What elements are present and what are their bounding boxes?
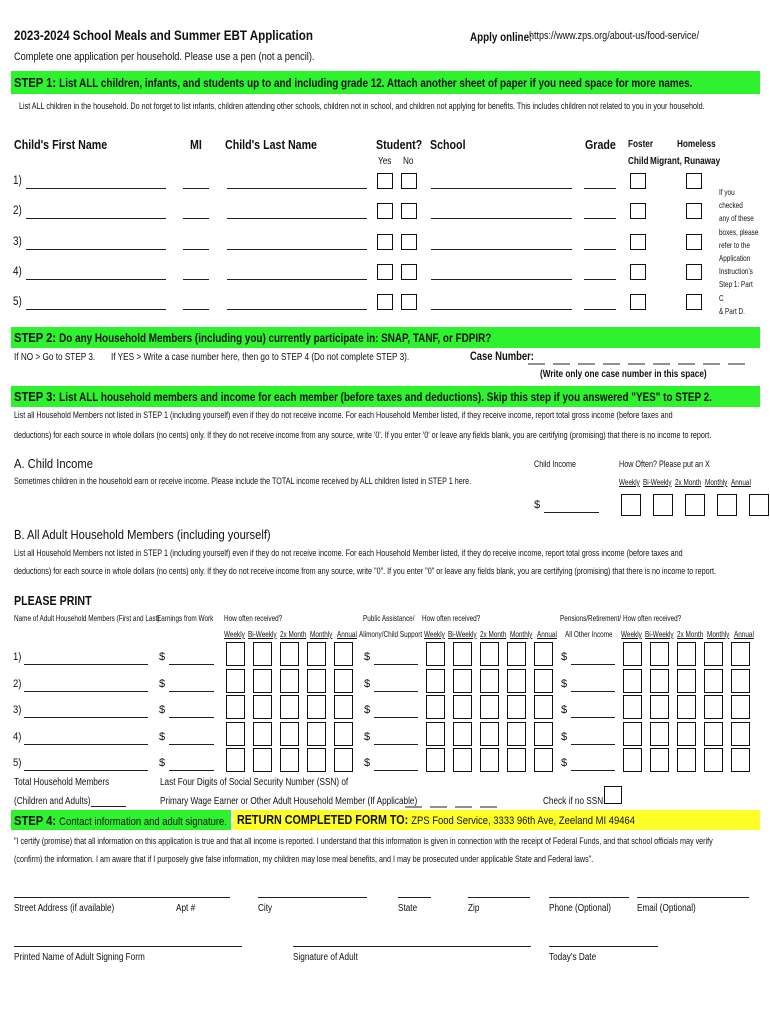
- adult-freq-header: Monthly: [310, 630, 333, 639]
- child-row-number: 2): [13, 205, 22, 217]
- adult-freq-checkbox[interactable]: [731, 669, 750, 693]
- adult-instruction-1: List all Household Members not listed in STEP 1 (including yourself) even if they do not receive income. For each Household Member listed, if they do receive income, report total gross income (before taxes and: [14, 548, 683, 558]
- col-public-assistance-2: Alimony/Child Support: [359, 630, 423, 639]
- adult-freq-header: Weekly: [224, 630, 245, 639]
- adult-freq-header: Annual: [734, 630, 754, 639]
- adult-freq-checkbox[interactable]: [650, 642, 669, 666]
- adult-freq-checkbox[interactable]: [677, 642, 696, 666]
- zip-label: Zip: [468, 903, 480, 914]
- grade-field[interactable]: [584, 218, 616, 219]
- grade-field[interactable]: [584, 188, 616, 189]
- adult-row-number: 4): [13, 731, 22, 743]
- adult-freq-checkbox[interactable]: [480, 669, 499, 693]
- child-first-name-field[interactable]: [26, 249, 166, 250]
- signature-label: Signature of Adult: [293, 952, 358, 963]
- adult-freq-checkbox[interactable]: [253, 642, 272, 666]
- adult-dollar-sign: $: [561, 731, 568, 743]
- homeless-migrant-runaway-checkbox[interactable]: [686, 203, 702, 219]
- adult-dollar-sign: $: [159, 678, 166, 690]
- adult-freq-header: Monthly: [510, 630, 533, 639]
- child-row-number: 4): [13, 266, 22, 278]
- school-field[interactable]: [431, 309, 572, 310]
- col-child-last-name: Child's Last Name: [225, 137, 317, 152]
- step1-instruction: List ALL children in the household. Do not forget to list infants, children attending other schools, children not in school, and children not applying for benefits. This includes children not related to you in your household.: [19, 101, 705, 111]
- adult-freq-checkbox[interactable]: [704, 695, 723, 719]
- please-print: PLEASE PRINT: [14, 593, 92, 608]
- total-members-label-1: Total Household Members: [14, 777, 110, 788]
- col-foster-1: Foster: [628, 139, 654, 150]
- student-no-checkbox[interactable]: [401, 234, 417, 250]
- adult-freq-checkbox[interactable]: [650, 669, 669, 693]
- child-row-number: 5): [13, 296, 22, 308]
- col-school: School: [430, 137, 466, 152]
- student-no-checkbox[interactable]: [401, 264, 417, 280]
- email-label: Email (Optional): [637, 903, 696, 914]
- adult-freq-checkbox[interactable]: [480, 642, 499, 666]
- step2-if-no: If NO > Go to STEP 3.: [14, 352, 96, 363]
- col-homeless-2: Migrant, Runaway: [650, 156, 721, 167]
- adult-amount-field[interactable]: [571, 717, 615, 718]
- adult-freq-checkbox[interactable]: [480, 695, 499, 719]
- adult-freq-checkbox[interactable]: [253, 695, 272, 719]
- adult-freq-checkbox[interactable]: [534, 695, 553, 719]
- adult-freq-checkbox[interactable]: [426, 642, 445, 666]
- adult-freq-header: Annual: [337, 630, 357, 639]
- adult-freq-checkbox[interactable]: [623, 695, 642, 719]
- col-earnings: Earnings from Work: [157, 614, 214, 623]
- adult-dollar-sign: $: [364, 731, 371, 743]
- adult-freq-checkbox[interactable]: [226, 695, 245, 719]
- ssn-label-1: Last Four Digits of Social Security Number (SSN) of: [160, 777, 349, 788]
- adult-name-field[interactable]: [24, 744, 148, 745]
- ssn-field[interactable]: [405, 796, 500, 808]
- foster-child-checkbox[interactable]: [630, 173, 646, 189]
- step1-label: STEP 1:: [14, 75, 57, 90]
- side-note-line: If you checked: [719, 188, 743, 211]
- adult-freq-checkbox[interactable]: [280, 722, 299, 746]
- adult-dollar-sign: $: [159, 704, 166, 716]
- case-number-note: (Write only one case number in this space): [540, 369, 707, 380]
- adult-freq-checkbox[interactable]: [226, 722, 245, 746]
- adult-row-number: 1): [13, 651, 22, 663]
- adult-freq-checkbox[interactable]: [623, 748, 642, 772]
- adult-amount-field[interactable]: [169, 744, 214, 745]
- grade-field[interactable]: [584, 279, 616, 280]
- adult-freq-checkbox[interactable]: [650, 722, 669, 746]
- adult-dollar-sign: $: [561, 704, 568, 716]
- adult-freq-checkbox[interactable]: [226, 669, 245, 693]
- intro-text: Complete one application per household. Please use a pen (not a pencil).: [14, 51, 315, 63]
- adult-freq-checkbox[interactable]: [507, 669, 526, 693]
- col-no: No: [403, 156, 414, 167]
- child-income-label: Child Income: [534, 459, 577, 469]
- foster-child-checkbox[interactable]: [630, 294, 646, 310]
- adult-freq-checkbox[interactable]: [280, 642, 299, 666]
- adult-members-title: B. All Adult Household Members (including yourself): [14, 527, 271, 542]
- adult-freq-checkbox[interactable]: [426, 748, 445, 772]
- step2-text: Do any Household Members (including you) currently participate in: SNAP, TANF, or FDPIR?: [59, 333, 492, 345]
- adult-name-field[interactable]: [24, 717, 148, 718]
- adult-dollar-sign: $: [561, 651, 568, 663]
- adult-freq-checkbox[interactable]: [334, 722, 353, 746]
- step1-text: List ALL children, infants, and students up to and including grade 12. Attach another sheet of paper if you need space for more names.: [59, 78, 693, 90]
- homeless-migrant-runaway-checkbox[interactable]: [686, 264, 702, 280]
- side-note-line: any of these: [719, 214, 754, 224]
- student-yes-checkbox[interactable]: [377, 294, 393, 310]
- side-note-line: boxes, please: [719, 227, 759, 237]
- adult-amount-field[interactable]: [374, 717, 418, 718]
- child-freq-checkbox[interactable]: [749, 494, 769, 516]
- side-note-line: Application: [719, 254, 751, 264]
- apt-label: Apt #: [176, 903, 196, 914]
- col-how-often-2: How often received?: [422, 614, 481, 623]
- ssn-label-2: Primary Wage Earner or Other Adult Household Member (If Applicable): [160, 796, 418, 807]
- student-no-checkbox[interactable]: [401, 173, 417, 189]
- adult-row-number: 5): [13, 757, 22, 769]
- adult-freq-checkbox[interactable]: [704, 669, 723, 693]
- adult-row-number: 2): [13, 678, 22, 690]
- ssn-blanks: [405, 797, 500, 809]
- certify-text-1: "I certify (promise) that all information on this application is true and that all income is reported. I understand that this information is given in connection with the receipt of Federal Funds, and that school officials may verify: [14, 836, 713, 846]
- adult-freq-checkbox[interactable]: [307, 722, 326, 746]
- school-field[interactable]: [431, 218, 572, 219]
- col-public-assistance-1: Public Assistance/: [363, 614, 415, 623]
- child-last-name-field[interactable]: [227, 188, 367, 189]
- adult-freq-checkbox[interactable]: [507, 695, 526, 719]
- adult-freq-checkbox[interactable]: [623, 642, 642, 666]
- foster-child-checkbox[interactable]: [630, 203, 646, 219]
- step2-if-yes: If YES > Write a case number here, then go to STEP 4 (Do not complete STEP 3).: [111, 352, 410, 363]
- no-ssn-checkbox[interactable]: [604, 786, 622, 804]
- child-mi-field[interactable]: [183, 188, 209, 189]
- adult-freq-checkbox[interactable]: [677, 669, 696, 693]
- adult-dollar-sign: $: [159, 651, 166, 663]
- adult-freq-checkbox[interactable]: [704, 748, 723, 772]
- adult-freq-checkbox[interactable]: [534, 748, 553, 772]
- form-title: 2023-2024 School Meals and Summer EBT Application: [14, 28, 313, 43]
- adult-freq-checkbox[interactable]: [453, 748, 472, 772]
- adult-name-field[interactable]: [24, 770, 148, 771]
- adult-dollar-sign: $: [561, 678, 568, 690]
- adult-instruction-2: deductions) for each source in whole dollars (no cents) only. If they do not receive income from any source, write "0". If you enter "0" or leave any fields blank, you are certifying (promising) that there is no income to report.: [14, 566, 717, 576]
- student-yes-checkbox[interactable]: [377, 173, 393, 189]
- adult-freq-checkbox[interactable]: [677, 695, 696, 719]
- phone-label: Phone (Optional): [549, 903, 611, 914]
- child-freq-header: Bi-Weekly: [643, 478, 672, 487]
- adult-row-number: 3): [13, 704, 22, 716]
- side-note-line: Step 1: Part C: [719, 280, 753, 303]
- side-note-line: Instruction's: [719, 267, 753, 277]
- adult-name-field[interactable]: [24, 664, 148, 665]
- child-freq-checkbox[interactable]: [621, 494, 641, 516]
- step1-side-note: [719, 186, 770, 318]
- adult-amount-field[interactable]: [374, 691, 418, 692]
- child-last-name-field[interactable]: [227, 218, 367, 219]
- adult-dollar-sign: $: [159, 731, 166, 743]
- adult-freq-checkbox[interactable]: [480, 722, 499, 746]
- adult-freq-checkbox[interactable]: [534, 669, 553, 693]
- adult-dollar-sign: $: [159, 757, 166, 769]
- adult-freq-header: Weekly: [424, 630, 445, 639]
- adult-freq-checkbox[interactable]: [677, 722, 696, 746]
- signature-field[interactable]: [293, 946, 531, 947]
- step4-text: Contact information and adult signature.: [59, 816, 227, 828]
- child-last-name-field[interactable]: [227, 279, 367, 280]
- adult-freq-checkbox[interactable]: [453, 722, 472, 746]
- date-field[interactable]: [549, 946, 658, 947]
- foster-child-checkbox[interactable]: [630, 234, 646, 250]
- adult-freq-checkbox[interactable]: [704, 722, 723, 746]
- total-members-field[interactable]: [91, 806, 126, 807]
- school-field[interactable]: [431, 279, 572, 280]
- homeless-migrant-runaway-checkbox[interactable]: [686, 294, 702, 310]
- adult-freq-checkbox[interactable]: [426, 695, 445, 719]
- child-income-amount-field[interactable]: [544, 512, 599, 513]
- col-grade: Grade: [585, 137, 616, 152]
- case-number-field[interactable]: [528, 352, 750, 366]
- child-income-text: Sometimes children in the household earn or receive income. Please include the TOTAL income received by ALL children listed in STEP 1 here.: [14, 476, 472, 486]
- child-mi-field[interactable]: [183, 249, 209, 250]
- adult-freq-checkbox[interactable]: [650, 695, 669, 719]
- date-label: Today's Date: [549, 952, 597, 963]
- adult-freq-checkbox[interactable]: [507, 748, 526, 772]
- adult-freq-checkbox[interactable]: [623, 722, 642, 746]
- adult-dollar-sign: $: [364, 757, 371, 769]
- school-field[interactable]: [431, 249, 572, 250]
- adult-amount-field[interactable]: [169, 691, 214, 692]
- adult-freq-checkbox[interactable]: [677, 748, 696, 772]
- adult-dollar-sign: $: [561, 757, 568, 769]
- adult-freq-checkbox[interactable]: [426, 722, 445, 746]
- zip-field[interactable]: [468, 897, 530, 898]
- adult-freq-checkbox[interactable]: [731, 722, 750, 746]
- street-address-field[interactable]: [14, 897, 230, 898]
- adult-freq-checkbox[interactable]: [280, 669, 299, 693]
- child-freq-checkbox[interactable]: [717, 494, 737, 516]
- col-adult-name: Name of Adult Household Members (First and Last): [14, 614, 160, 623]
- child-first-name-field[interactable]: [26, 188, 166, 189]
- child-freq-checkbox[interactable]: [685, 494, 705, 516]
- adult-freq-checkbox[interactable]: [253, 748, 272, 772]
- adult-freq-header: Monthly: [707, 630, 730, 639]
- step3-label: STEP 3:: [14, 389, 57, 404]
- adult-freq-header: Weekly: [621, 630, 642, 639]
- child-freq-header: Monthly: [705, 478, 728, 487]
- child-mi-field[interactable]: [183, 218, 209, 219]
- student-yes-checkbox[interactable]: [377, 264, 393, 280]
- child-row-number: 3): [13, 236, 22, 248]
- grade-field[interactable]: [584, 249, 616, 250]
- student-no-checkbox[interactable]: [401, 203, 417, 219]
- adult-name-field[interactable]: [24, 691, 148, 692]
- col-how-often-3: How often received?: [623, 614, 682, 623]
- adult-freq-header: 2x Month: [480, 630, 507, 639]
- adult-freq-header: 2x Month: [677, 630, 704, 639]
- adult-freq-checkbox[interactable]: [480, 748, 499, 772]
- total-members-label-2: (Children and Adults): [14, 796, 91, 807]
- case-number-blanks: [528, 352, 750, 366]
- adult-freq-checkbox[interactable]: [623, 669, 642, 693]
- col-foster-2: Child: [628, 156, 649, 167]
- child-first-name-field[interactable]: [26, 309, 166, 310]
- certify-text-2: (confirm) the information. I am aware that if I purposely give false information, my children may lose meal benefits, and I may be prosecuted under applicable State and Federal laws".: [14, 854, 594, 864]
- col-homeless-1: Homeless: [677, 139, 716, 150]
- adult-amount-field[interactable]: [169, 770, 214, 771]
- student-yes-checkbox[interactable]: [377, 203, 393, 219]
- adult-freq-checkbox[interactable]: [307, 695, 326, 719]
- col-yes: Yes: [378, 156, 392, 167]
- col-mi: MI: [190, 137, 202, 152]
- child-mi-field[interactable]: [183, 279, 209, 280]
- printed-name-label: Printed Name of Adult Signing Form: [14, 952, 145, 963]
- adult-dollar-sign: $: [364, 678, 371, 690]
- phone-field[interactable]: [549, 897, 629, 898]
- adult-freq-checkbox[interactable]: [426, 669, 445, 693]
- adult-freq-header: 2x Month: [280, 630, 307, 639]
- adult-freq-checkbox[interactable]: [507, 722, 526, 746]
- adult-freq-checkbox[interactable]: [280, 695, 299, 719]
- col-student: Student?: [376, 137, 423, 152]
- adult-freq-header: Bi-Weekly: [448, 630, 477, 639]
- street-address-label: Street Address (if available): [14, 903, 115, 914]
- grade-field[interactable]: [584, 309, 616, 310]
- adult-freq-checkbox[interactable]: [253, 669, 272, 693]
- adult-dollar-sign: $: [364, 704, 371, 716]
- adult-freq-header: Bi-Weekly: [248, 630, 277, 639]
- child-mi-field[interactable]: [183, 309, 209, 310]
- student-yes-checkbox[interactable]: [377, 234, 393, 250]
- adult-freq-checkbox[interactable]: [453, 695, 472, 719]
- adult-amount-field[interactable]: [571, 744, 615, 745]
- adult-freq-checkbox[interactable]: [534, 642, 553, 666]
- step2-label: STEP 2:: [14, 330, 57, 345]
- step3-instruction-2: deductions) for each source in whole dollars (no cents) only. If they do not receive income from any source, write '0'. If you enter '0' or leave any fields blank, you are certifying (promising) that there is no income to report.: [14, 430, 712, 440]
- adult-freq-checkbox[interactable]: [731, 695, 750, 719]
- student-no-checkbox[interactable]: [401, 294, 417, 310]
- col-pensions-1: Pensions/Retirement/: [560, 614, 622, 623]
- adult-amount-field[interactable]: [169, 664, 214, 665]
- adult-freq-checkbox[interactable]: [731, 642, 750, 666]
- child-income-dollar: $: [534, 499, 541, 511]
- adult-freq-checkbox[interactable]: [534, 722, 553, 746]
- adult-freq-checkbox[interactable]: [453, 642, 472, 666]
- adult-freq-checkbox[interactable]: [280, 748, 299, 772]
- adult-freq-checkbox[interactable]: [226, 642, 245, 666]
- child-freq-checkbox[interactable]: [653, 494, 673, 516]
- adult-amount-field[interactable]: [571, 664, 615, 665]
- homeless-migrant-runaway-checkbox[interactable]: [686, 234, 702, 250]
- school-field[interactable]: [431, 188, 572, 189]
- step3-text: List ALL household members and income for each member (before taxes and deductions). Skip this step if you answered "YES" to STEP 2.: [59, 392, 712, 404]
- adult-freq-checkbox[interactable]: [334, 669, 353, 693]
- return-address: ZPS Food Service, 3333 96th Ave, Zeeland MI 49464: [411, 815, 636, 827]
- adult-freq-checkbox[interactable]: [334, 748, 353, 772]
- email-field[interactable]: [637, 897, 749, 898]
- step3-instruction-1: List all Household Members not listed in STEP 1 (including yourself) even if they do not receive income. For each Household Member listed, if they receive income, report total gross income (before taxes and: [14, 410, 673, 420]
- adult-dollar-sign: $: [364, 651, 371, 663]
- side-note-line: refer to the: [719, 240, 750, 250]
- side-note-line: & Part D.: [719, 306, 745, 316]
- col-how-often-1: How often received?: [224, 614, 283, 623]
- col-child-first-name: Child's First Name: [14, 137, 108, 152]
- adult-freq-checkbox[interactable]: [704, 642, 723, 666]
- adult-freq-checkbox[interactable]: [334, 695, 353, 719]
- adult-amount-field[interactable]: [169, 717, 214, 718]
- adult-freq-checkbox[interactable]: [334, 642, 353, 666]
- adult-freq-checkbox[interactable]: [307, 642, 326, 666]
- adult-amount-field[interactable]: [374, 744, 418, 745]
- printed-name-field[interactable]: [14, 946, 242, 947]
- adult-amount-field[interactable]: [374, 664, 418, 665]
- case-number-label: Case Number:: [470, 351, 534, 363]
- homeless-migrant-runaway-checkbox[interactable]: [686, 173, 702, 189]
- child-freq-header: Annual: [731, 478, 751, 487]
- adult-amount-field[interactable]: [571, 770, 615, 771]
- city-field[interactable]: [258, 897, 367, 898]
- child-income-how-often: How Often? Please put an X: [619, 459, 710, 469]
- state-field[interactable]: [398, 897, 431, 898]
- child-freq-header: Weekly: [619, 478, 640, 487]
- child-last-name-field[interactable]: [227, 249, 367, 250]
- step4-label: STEP 4:: [14, 813, 57, 828]
- check-no-ssn-label: Check if no SSN: [543, 796, 604, 807]
- adult-freq-checkbox[interactable]: [253, 722, 272, 746]
- child-freq-header: 2x Month: [675, 478, 702, 487]
- adult-freq-header: Annual: [537, 630, 557, 639]
- state-label: State: [398, 903, 418, 914]
- child-first-name-field[interactable]: [26, 218, 166, 219]
- adult-freq-checkbox[interactable]: [507, 642, 526, 666]
- return-label: RETURN COMPLETED FORM TO:: [237, 813, 409, 827]
- adult-freq-checkbox[interactable]: [731, 748, 750, 772]
- adult-freq-checkbox[interactable]: [650, 748, 669, 772]
- apply-online-label: Apply online:: [470, 30, 533, 44]
- apply-online-link[interactable]: https://www.zps.org/about-us/food-service/: [529, 30, 699, 42]
- adult-freq-checkbox[interactable]: [307, 748, 326, 772]
- adult-freq-checkbox[interactable]: [226, 748, 245, 772]
- col-pensions-2: All Other Income: [565, 630, 613, 639]
- child-first-name-field[interactable]: [26, 279, 166, 280]
- child-income-title: A. Child Income: [14, 456, 93, 471]
- city-label: City: [258, 903, 273, 914]
- foster-child-checkbox[interactable]: [630, 264, 646, 280]
- adult-freq-checkbox[interactable]: [307, 669, 326, 693]
- adult-freq-checkbox[interactable]: [453, 669, 472, 693]
- child-last-name-field[interactable]: [227, 309, 367, 310]
- adult-freq-header: Bi-Weekly: [645, 630, 674, 639]
- adult-amount-field[interactable]: [374, 770, 418, 771]
- adult-amount-field[interactable]: [571, 691, 615, 692]
- child-row-number: 1): [13, 175, 22, 187]
